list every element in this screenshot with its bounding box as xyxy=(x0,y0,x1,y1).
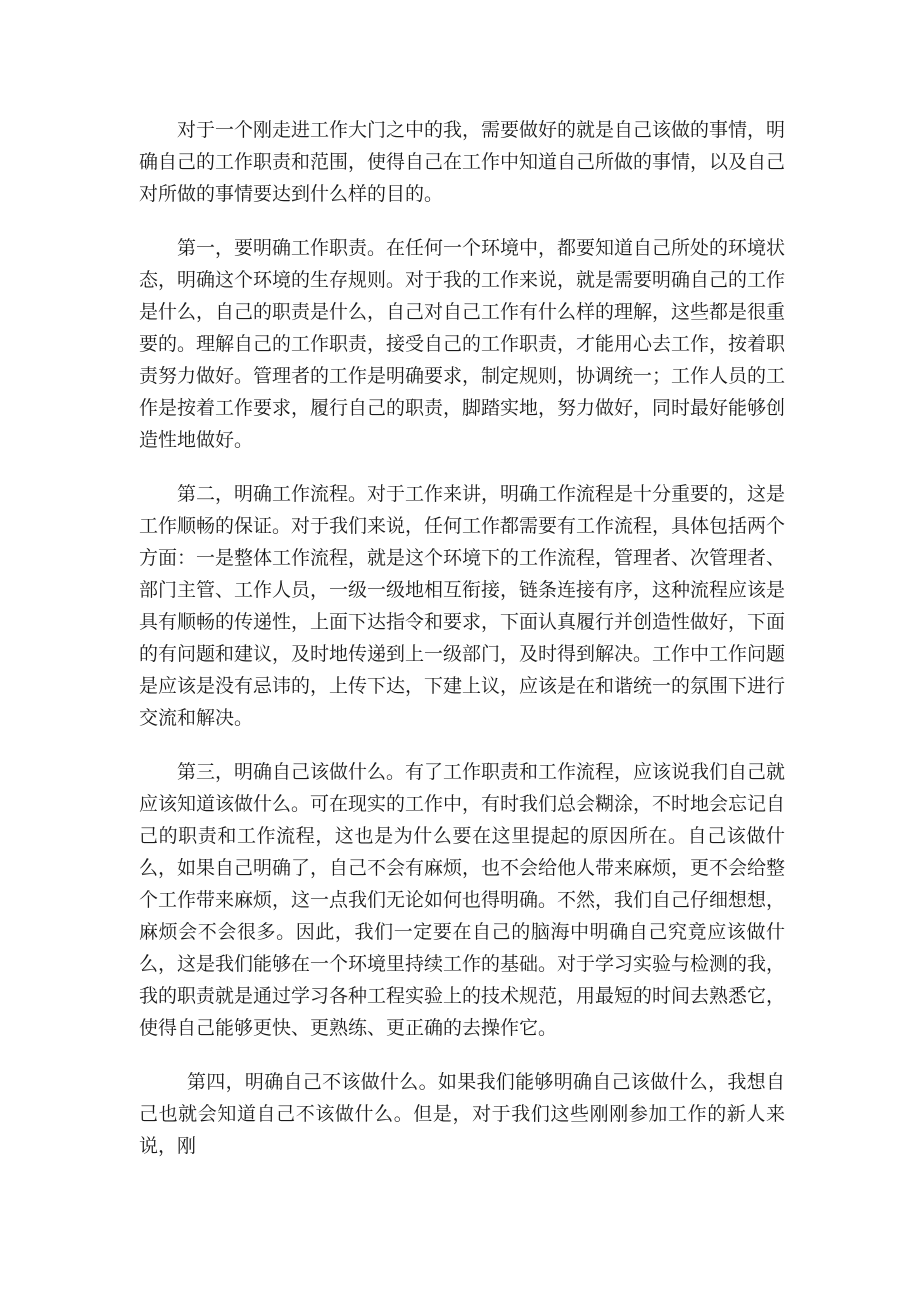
paragraph-third-point: 第三，明确自己该做什么。有了工作职责和工作流程，应该说我们自己就应该知道该做什么。可在现实的工作中，有时我们总会糊涂，不时地会忘记自己的职责和工作流程，这也是为什么要在这里提起的原因所在。自己该做什么，如果自己明确了，自己不会有麻烦，也不会给他人带来麻烦，更不会给整个工作带来麻烦，这一点我们无论如何也得明确。不然，我们自己仔细想想，麻烦会不会很多。因此，我们一定要在自己的脑海中明确自己究竟应该做什么，这是我们能够在一个环境里持续工作的基础。对于学习实验与检测的我，我的职责就是通过学习各种工程实验上的技术规范，用最短的时间去熟悉它，使得自己能够更快、更熟练、更正确的去操作它。 xyxy=(139,761,786,1039)
paragraph-intro: 对于一个刚走进工作大门之中的我，需要做好的就是自己该做的事情，明确自己的工作职责和范围，使得自己在工作中知道自己所做的事情，以及自己对所做的事情要达到什么样的目的。 xyxy=(139,119,786,205)
paragraph-second-point: 第二，明确工作流程。对于工作来讲，明确工作流程是十分重要的，这是工作顺畅的保证。对于我们来说，任何工作都需要有工作流程，具体包括两个方面：一是整体工作流程，就是这个环境下的工作流程，管理者、次管理者、部门主管、工作人员，一级一级地相互衔接，链条连接有序，这种流程应该是具有顺畅的传递性，上面下达指令和要求，下面认真履行并创造性做好，下面的有问题和建议，及时地传递到上一级部门，及时得到解决。工作中工作问题是应该是没有忌讳的，上传下达，下建上议，应该是在和谐统一的氛围下进行交流和解决。 xyxy=(139,483,786,729)
document-page xyxy=(139,114,785,1184)
paragraph-fourth-point: 第四，明确自己不该做什么。如果我们能够明确自己该做什么，我想自己也就会知道自己不该做什么。但是，对于我们这些刚刚参加工作的新人来说，刚 xyxy=(139,1071,785,1157)
paragraph-first-point: 第一，要明确工作职责。在任何一个环境中，都要知道自己所处的环境状态，明确这个环境的生存规则。对于我的工作来说，就是需要明确自己的工作是什么，自己的职责是什么，自己对自己工作有什么样的理解，这些都是很重要的。理解自己的工作职责，接受自己的工作职责，才能用心去工作，按着职责努力做好。管理者的工作是明确要求，制定规则，协调统一；工作人员的工作是按着工作要求，履行自己的职责，脚踏实地，努力做好，同时最好能够创造性地做好。 xyxy=(139,237,786,451)
